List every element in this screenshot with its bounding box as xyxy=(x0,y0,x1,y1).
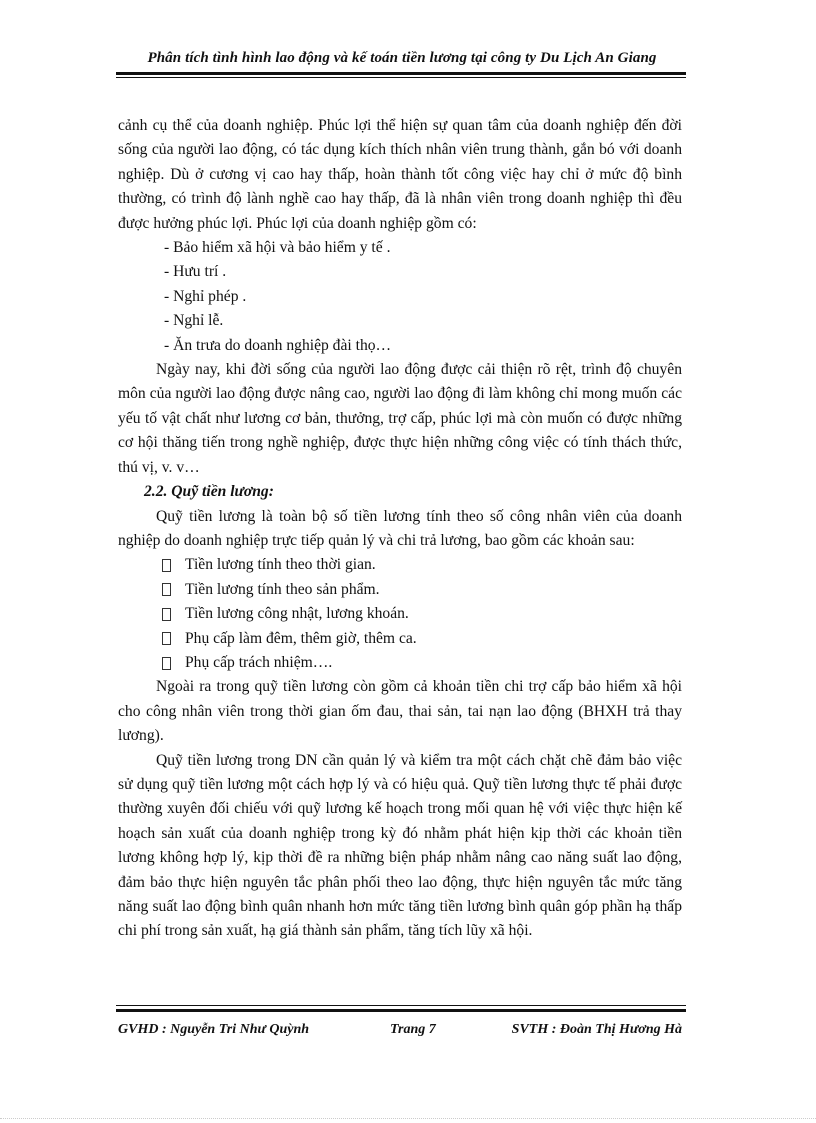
paragraph-social-insurance: Ngoài ra trong quỹ tiền lương còn gồm cả khoản tiền chi trợ cấp bảo hiểm xã hội cho công nhân viên trong thời gian ốm đau, thai sản, tai nạn lao động (BHXH trả thay lương). xyxy=(118,678,682,745)
page-edge-divider xyxy=(0,1118,816,1120)
list-item: - Bảo hiểm xã hội và bảo hiểm y tế . xyxy=(164,239,391,257)
list-item: - Hưu trí . xyxy=(164,263,227,281)
paragraph-fund-management: Quỹ tiền lương trong DN cần quản lý và kiểm tra một cách chặt chẽ đảm bảo việc sử dụng quỹ tiền lương một cách hợp lý và có hiệu quả. Quỹ tiền lương thực tế phải được thường xuyên đối chiếu với quỹ lương kế hoạch trong mối quan hệ với việc thực hiện kế hoạch sản xuất của doanh nghiệp trong kỳ đó nhằm phát hiện kịp thời các khoản tiền lương không hợp lý, kịp thời đề ra những biện pháp nhằm nâng cao năng suất lao động, đảm bảo thực hiện nguyên tắc phân phối theo lao động, thực hiện nguyên tắc mức tăng năng suất lao động bình quân nhanh hơn mức tăng tiền lương bình quân góp phần hạ thấp chi phí trong sản xuất, hạ giá thành sản phẩm, tăng tích lũy xã hội. xyxy=(118,751,682,940)
bullet-box-icon xyxy=(162,657,171,670)
footer-page-number: Trang 7 xyxy=(390,1022,436,1037)
list-item-text: Tiền lương tính theo sản phẩm. xyxy=(185,580,380,598)
bullet-box-icon xyxy=(162,632,171,645)
list-item xyxy=(118,578,682,602)
footer-rule-thick xyxy=(116,1009,686,1012)
list-item xyxy=(118,602,682,626)
list-item xyxy=(118,553,682,577)
paragraph-nowadays: Ngày nay, khi đời sống của người lao động được cải thiện rõ rệt, trình độ chuyên môn của người lao động được nâng cao, người lao động đi làm không chỉ mong muốn các yếu tố vật chất như lương cơ bản, thưởng, trợ cấp, phúc lợi mà còn muốn có được những cơ hội thăng tiến trong nghề nghiệp, được thực hiện những công việc có tính thách thức, thú vị, v. v… xyxy=(118,361,682,476)
list-item: - Ăn trưa do doanh nghiệp đài thọ… xyxy=(164,336,392,354)
bullet-box-icon xyxy=(162,583,171,596)
footer-rule-thin xyxy=(116,1005,686,1006)
bullet-box-icon xyxy=(162,559,171,572)
list-item xyxy=(118,651,682,675)
footer-student: SVTH : Đoàn Thị Hương Hà xyxy=(511,1022,682,1037)
list-item: - Nghỉ lễ. xyxy=(164,312,224,330)
bullet-box-icon xyxy=(162,608,171,621)
list-item xyxy=(118,627,682,651)
running-header-title: Phân tích tình hình lao động và kế toán tiền lương tại công ty Du Lịch An Giang xyxy=(147,50,657,66)
list-item: - Nghỉ phép . xyxy=(164,287,247,305)
section-heading: 2.2. Quỹ tiền lương: xyxy=(144,483,274,501)
page-footer xyxy=(118,1022,682,1042)
list-item-text: Tiền lương tính theo thời gian. xyxy=(185,556,376,574)
footer-advisor: GVHD : Nguyễn Tri Như Quỳnh xyxy=(118,1022,310,1037)
page-body xyxy=(118,114,682,944)
welfare-list xyxy=(118,236,682,358)
list-item-text: Phụ cấp trách nhiệm…. xyxy=(185,653,333,671)
header-rule-thick xyxy=(116,72,686,75)
list-item-text: Phụ cấp làm đêm, thêm giờ, thêm ca. xyxy=(185,629,417,647)
list-item-text: Tiền lương công nhật, lương khoán. xyxy=(185,605,409,623)
header-rule-thin xyxy=(116,77,686,78)
fund-list xyxy=(118,553,682,675)
paragraph-fund-definition: Quỹ tiền lương là toàn bộ số tiền lương tính theo số công nhân viên của doanh nghiệp do doanh nghiệp trực tiếp quản lý và chi trả lương, bao gồm các khoản sau: xyxy=(118,507,682,549)
paragraph-welfare-intro: cảnh cụ thể của doanh nghiệp. Phúc lợi thể hiện sự quan tâm của doanh nghiệp đến đời sống của người lao động, có tác dụng kích thích nhân viên trung thành, gắn bó với doanh nghiệp. Dù ở cương vị cao hay thấp, hoàn thành tốt công việc hay chỉ ở mức độ bình thường, có trình độ lành nghề cao hay thấp, đã là nhân viên trong doanh nghiệp thì đều được hưởng phúc lợi. Phúc lợi của doanh nghiệp gồm có: xyxy=(118,117,682,232)
